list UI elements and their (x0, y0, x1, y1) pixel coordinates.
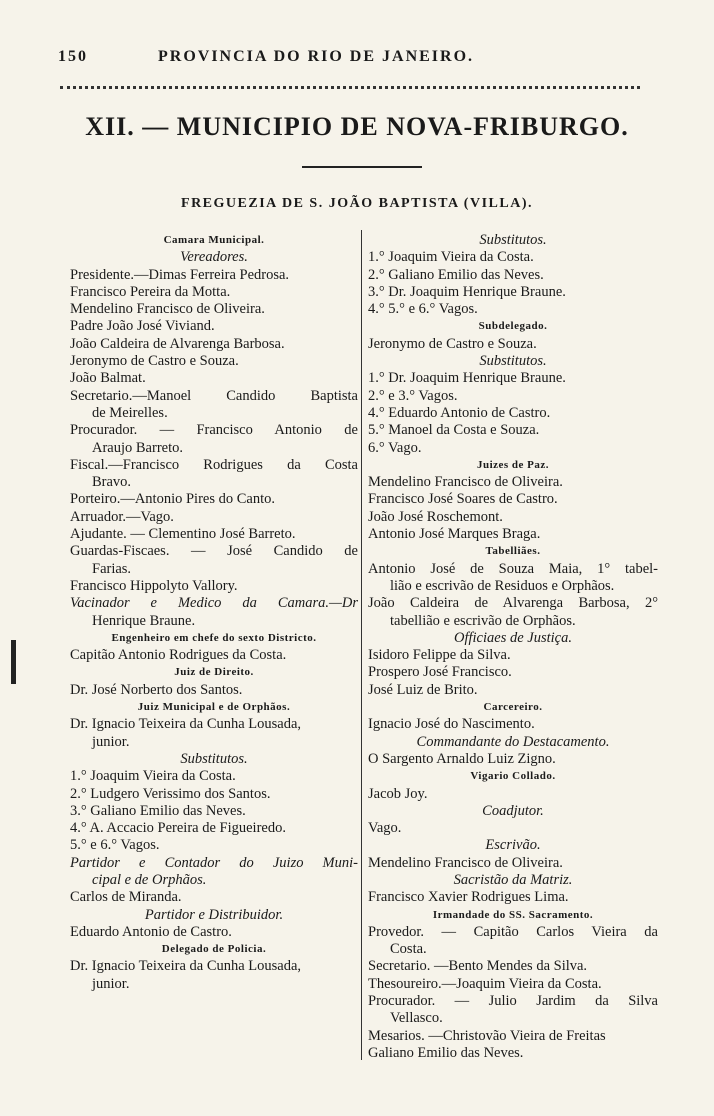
entry-line: Mendelino Francisco de Oliveira. (70, 301, 265, 318)
entry-line: 6.° Vago. (368, 439, 422, 456)
chapter-title: XII. — MUNICIPIO DE NOVA-FRIBURGO. (85, 112, 629, 141)
subsection-heading: Substitutos. (180, 750, 248, 767)
entry-continuation: junior. (92, 975, 130, 992)
entry-line: Eduardo Antonio de Castro. (70, 923, 232, 940)
entry-line: O Sargento Arnaldo Luiz Zigno. (368, 750, 556, 767)
entry-line: 4.° A. Accacio Pereira de Figueiredo. (70, 820, 286, 837)
entry-line: Porteiro.—Antonio Pires do Canto. (70, 491, 276, 508)
entry-line: 4.° Eduardo Antonio de Castro. (368, 404, 551, 421)
entry-line: Ignacio José do Nascimento. (368, 716, 535, 733)
entry-line: Presidente.—Dimas Ferreira Pedrosa. (70, 266, 290, 283)
entry-line: Thesoureiro.—Joaquim Vieira da Costa. (368, 975, 602, 992)
margin-mark (11, 640, 16, 684)
section-heading: Vigario Collado. (470, 770, 556, 783)
entry-continuation: Farias. (92, 560, 132, 577)
entry-line: Francisco Hippolyto Vallory. (70, 577, 238, 594)
entry-line: João Caldeira de Alvarenga Barbosa, 2° (368, 595, 658, 612)
entry-line: Dr. Ignacio Teixeira da Cunha Lousada, (70, 958, 302, 975)
running-header (58, 48, 658, 70)
entry-line: Francisco José Soares de Castro. (368, 491, 558, 508)
entry-line: 1.° Joaquim Vieira da Costa. (368, 249, 534, 266)
page-number: 150 (58, 48, 88, 65)
entry-line: Vago. (368, 820, 402, 837)
entry-line: Procurador. — Francisco Antonio de (70, 422, 358, 439)
entry-line: Capitão Antonio Rodrigues da Costa. (70, 647, 287, 664)
subsection-heading: Escrivão. (485, 837, 541, 854)
entry-line: João Caldeira de Alvarenga Barbosa. (70, 335, 285, 352)
right-column (368, 232, 658, 1062)
entry-line: Secretario. —Bento Mendes da Silva. (368, 958, 588, 975)
entry-line: Mesarios. —Christovão Vieira de Freitas (368, 1027, 606, 1044)
section-heading: Juizes de Paz. (476, 458, 550, 471)
entry-line: 2.° e 3.° Vagos. (368, 387, 458, 404)
entry-line: Secretario.—Manoel Candido Baptista (70, 387, 358, 404)
entry-line: 1.° Joaquim Vieira da Costa. (70, 768, 236, 785)
running-title: PROVINCIA DO RIO DE JANEIRO. (158, 48, 475, 65)
subsection-heading: Commandante do Destacamento. (416, 733, 610, 750)
column-divider (361, 230, 362, 1060)
entry-line: Provedor. — Capitão Carlos Vieira da (368, 923, 658, 940)
entry-line: 4.° 5.° e 6.° Vagos. (368, 301, 478, 318)
entry-continuation: lião e escrivão de Residuos e Orphãos. (390, 577, 615, 594)
entry-line: Procurador. — Julio Jardim da Silva (368, 993, 658, 1010)
entry-line: Jeronymo de Castro e Souza. (368, 335, 537, 352)
subsection-heading: Partidor e Contador do Juizo Muni- (70, 854, 358, 871)
entry-continuation: Bravo. (92, 474, 132, 491)
entry-line: Jacob Joy. (368, 785, 428, 802)
section-heading: Delegado de Policia. (161, 943, 267, 956)
section-heading: Subdelegado. (478, 320, 548, 333)
entry-line: Mendelino Francisco de Oliveira. (368, 854, 563, 871)
entry-line: Guardas-Fiscaes. — José Candido de (70, 543, 358, 560)
entry-line: Mendelino Francisco de Oliveira. (368, 474, 563, 491)
entry-line: Padre João José Viviand. (70, 318, 215, 335)
entry-line: Dr. Ignacio Teixeira da Cunha Lousada, (70, 716, 302, 733)
entry-line: Antonio José de Souza Maia, 1° tabel- (368, 560, 658, 577)
entry-continuation: Araujo Barreto. (92, 439, 183, 456)
entry-line: Francisco Pereira da Motta. (70, 283, 231, 300)
subsection-heading: Substitutos. (479, 232, 547, 248)
left-column (70, 232, 358, 993)
entry-line: João Balmat. (70, 370, 146, 387)
entry-line: Vacinador e Medico da Camara.—Dr (70, 595, 358, 612)
entry-continuation: Vellasco. (390, 1010, 443, 1027)
entry-line: Arruador.—Vago. (70, 508, 174, 525)
ornamental-rule (60, 80, 640, 89)
entry-line: José Luiz de Brito. (368, 681, 478, 698)
entry-continuation: Costa. (390, 941, 427, 958)
entry-line: Jeronymo de Castro e Souza. (70, 353, 239, 370)
entry-line: Francisco Xavier Rodrigues Lima. (368, 889, 569, 906)
section-heading: Engenheiro em chefe do sexto Districto. (111, 631, 317, 644)
entry-line: 5.° Manoel da Costa e Souza. (368, 422, 540, 439)
section-heading: Tabelliães. (485, 545, 541, 558)
entry-line: 3.° Dr. Joaquim Henrique Braune. (368, 283, 566, 300)
subsection-heading: Officiaes de Justiça. (454, 629, 572, 646)
entry-line: 2.° Galiano Emilio das Neves. (368, 266, 544, 283)
entry-line: Prospero José Francisco. (368, 664, 512, 681)
subsection-heading: Partidor e Distribuidor. (144, 906, 284, 923)
entry-continuation: tabellião e escrivão de Orphãos. (390, 612, 576, 629)
subsection-heading: Sacristão da Matriz. (453, 871, 573, 888)
section-heading: Irmandade do SS. Sacramento. (432, 908, 594, 921)
entry-line: Ajudante. — Clementino José Barreto. (70, 526, 296, 543)
entry-line: 2.° Ludgero Verissimo dos Santos. (70, 785, 271, 802)
subsection-heading: Coadjutor. (482, 802, 544, 819)
entry-line: Antonio José Marques Braga. (368, 526, 541, 543)
entry-line: João José Roschemont. (368, 508, 503, 525)
entry-line: Carlos de Miranda. (70, 889, 182, 906)
section-heading: Juiz de Direito. (174, 666, 254, 679)
subsection-heading: Substitutos. (479, 353, 547, 370)
entry-line: 1.° Dr. Joaquim Henrique Braune. (368, 370, 566, 387)
entry-continuation: de Meirelles. (92, 404, 168, 421)
entry-line: 3.° Galiano Emilio das Neves. (70, 802, 246, 819)
entry-line: Fiscal.—Francisco Rodrigues da Costa (70, 456, 358, 473)
entry-line: Dr. José Norberto dos Santos. (70, 681, 243, 698)
entry-continuation: Henrique Braune. (92, 612, 196, 629)
subsection-heading: cipal e de Orphãos. (92, 871, 207, 888)
entry-line: Galiano Emilio das Neves. (368, 1044, 524, 1061)
section-heading: Camara Municipal. (163, 234, 265, 246)
parish-title: FREGUEZIA DE S. JOÃO BAPTISTA (VILLA). (181, 196, 533, 211)
entry-continuation: junior. (92, 733, 130, 750)
title-rule (302, 166, 422, 168)
entry-line: Isidoro Felippe da Silva. (368, 647, 511, 664)
section-heading: Juiz Municipal e de Orphãos. (137, 701, 291, 714)
entry-line: 5.° e 6.° Vagos. (70, 837, 160, 854)
section-heading: Carcereiro. (483, 701, 543, 714)
subsection-heading: Vereadores. (180, 249, 248, 266)
